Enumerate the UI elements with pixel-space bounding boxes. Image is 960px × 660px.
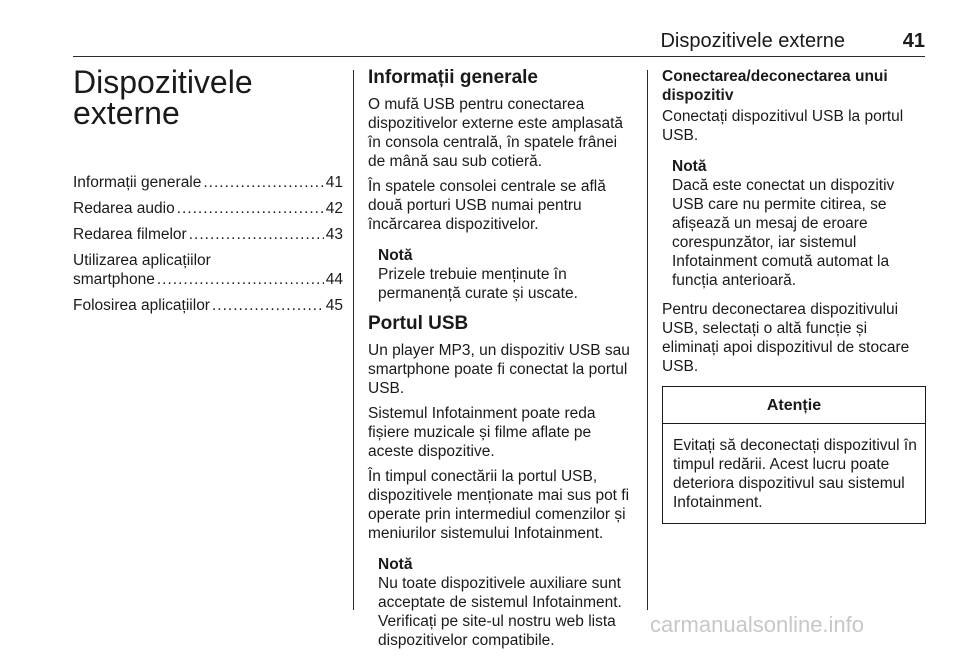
watermark: carmanualsonline.info xyxy=(650,612,865,637)
page-header xyxy=(73,30,925,52)
toc-entry-3[interactable]: Redarea filmelor ..... 43 xyxy=(73,225,343,244)
section-heading-usb: Portul USB xyxy=(368,313,469,334)
running-header-title: Dispozitivele externe xyxy=(660,30,845,52)
column-divider-1 xyxy=(353,70,354,610)
paragraph: Sistemul Infotainment poate reda fișiere muzicale și filme aflate pe aceste dispozitive. xyxy=(368,405,596,460)
note-text: Nu toate dispozitivele auxiliare sunt acceptate de sistemul Infotainment. Verificați pe site-ul nostru web lista dispozitivelor compatibile. xyxy=(378,575,622,649)
subsection-heading: Conectarea/deconectarea unui dispozitiv xyxy=(662,68,888,104)
paragraph: O mufă USB pentru conectarea dispozitivelor externe este amplasată în consola centrală, în spatele frânei de mână sau sub cotieră. xyxy=(368,96,624,170)
note-label: Notă xyxy=(378,247,413,264)
warning-box xyxy=(662,386,926,524)
paragraph: În timpul conectării la portul USB, dispozitivele menționate mai sus pot fi operate prin intermediul comenzilor și meniurilor sistemului Infotainment. xyxy=(368,468,630,542)
note-text: Prizele trebuie menținute în permanență curate și uscate. xyxy=(378,266,578,302)
paragraph: Conectați dispozitivul USB la portul USB. xyxy=(662,108,904,144)
note-label: Notă xyxy=(672,158,707,175)
note-label: Notă xyxy=(378,556,413,573)
column-general-info xyxy=(368,67,634,660)
toc-entry-4[interactable]: smartphone ..... 44 xyxy=(73,270,343,289)
warning-title: Atenție xyxy=(663,387,925,424)
paragraph: În spatele consolei centrale se află două porturi USB numai pentru încărcarea dispozitivelor. xyxy=(368,178,606,233)
toc-entry-5[interactable]: Folosirea aplicațiilor ..... 45 xyxy=(73,296,343,315)
page-number: 41 xyxy=(902,30,925,52)
note-block xyxy=(672,157,926,290)
column-connection xyxy=(662,67,926,524)
toc-entry-4-line1[interactable]: Utilizarea aplicațiilor xyxy=(73,252,211,269)
header-rule xyxy=(73,56,925,57)
warning-text: Evitați să deconectați dispozitivul în timpul redării. Acest lucru poate deteriora dispozitivul sau sistemul Infotainment. xyxy=(673,437,917,511)
column-toc xyxy=(73,64,343,322)
toc-entry-1[interactable]: Informații generale ..... 41 xyxy=(73,173,343,192)
chapter-title-line1: Dispozitivele xyxy=(73,64,253,100)
column-divider-2 xyxy=(647,70,648,610)
note-block xyxy=(378,246,634,303)
toc-entry-2[interactable]: Redarea audio ..... 42 xyxy=(73,199,343,218)
chapter-title xyxy=(73,64,343,131)
chapter-title-line2: externe xyxy=(73,95,180,131)
section-heading-general: Informații generale xyxy=(368,67,538,88)
note-text: Dacă este conectat un dispozitiv USB care nu permite citirea, se afișează un mesaj de eroare corespunzător, iar sistemul Infotainment comută automat la funcția anterioară. xyxy=(672,177,895,289)
paragraph: Pentru deconectarea dispozitivului USB, selectați o altă funcție și eliminați apoi dispozitivul de stocare USB. xyxy=(662,301,910,375)
paragraph: Un player MP3, un dispozitiv USB sau smartphone poate fi conectat la portul USB. xyxy=(368,342,630,397)
note-block xyxy=(378,555,634,650)
